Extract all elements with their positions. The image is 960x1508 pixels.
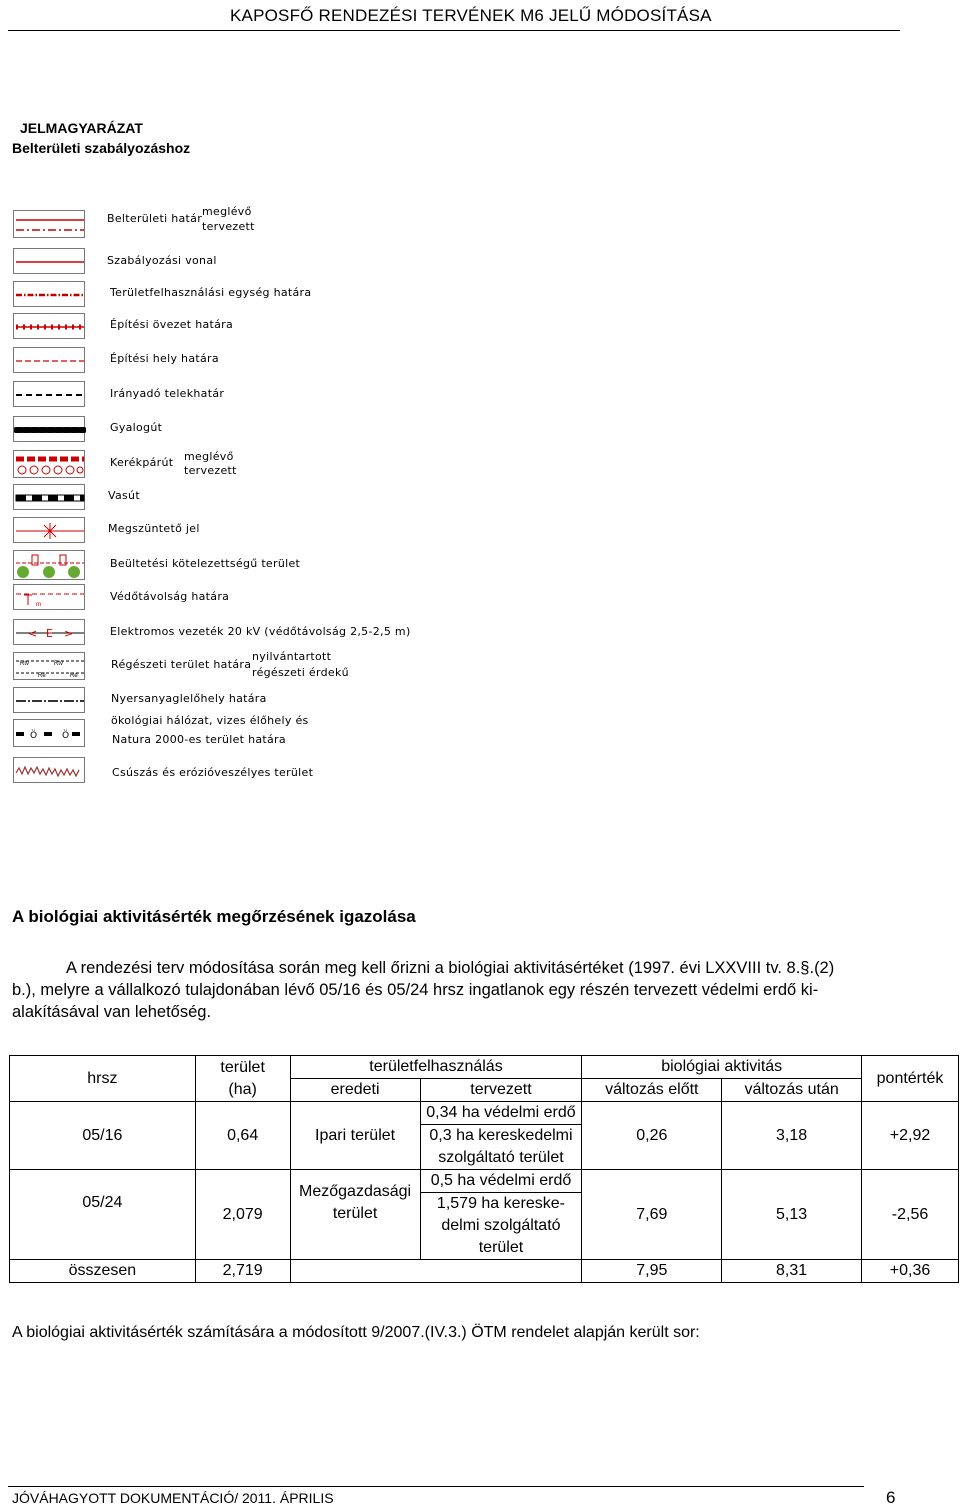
cell-terulet: 2,079 xyxy=(195,1170,290,1260)
legend-label-extra: meglévő xyxy=(184,450,234,463)
legend-label-extra: régészeti érdekű xyxy=(252,666,349,679)
header-terulet: terület (ha) xyxy=(195,1056,290,1102)
legend-symbol-szabalyozasi-vonal xyxy=(13,248,85,274)
legend-symbol-teruletfelhasznalasi-hatar xyxy=(13,281,85,307)
svg-text:>: > xyxy=(64,627,74,640)
cell-total-label: összesen xyxy=(10,1260,196,1283)
legend-label: Szabályozási vonal xyxy=(107,254,217,267)
header-hrsz: hrsz xyxy=(10,1056,196,1102)
cell-tervezett: terület xyxy=(420,1237,582,1260)
legend-subtitle: Belterületi szabályozáshoz xyxy=(12,140,191,156)
cell-elott: 0,26 xyxy=(582,1102,722,1170)
legend-label-extra: nyilvántartott xyxy=(252,650,332,663)
cell-total-pont: +0,36 xyxy=(862,1260,959,1283)
legend-label: Területfelhasználási egység határa xyxy=(110,286,312,299)
legend-label: Építési övezet határa xyxy=(110,318,234,331)
cell-pont: -2,56 xyxy=(862,1170,959,1260)
legend-symbol-csuszas-erozio xyxy=(13,757,85,783)
legend-symbol-gyalogut xyxy=(13,416,85,442)
page-number: 6 xyxy=(886,1488,896,1507)
svg-text:m: m xyxy=(36,602,41,608)
paragraph-line: alakításával van lehetőség. xyxy=(12,1003,212,1021)
legend-label-extra: meglévő xyxy=(202,205,252,218)
legend-symbol-epitesi-hely-hatar xyxy=(13,347,85,373)
svg-text:Ö: Ö xyxy=(30,731,38,741)
legend-symbol-megszunteto-jel xyxy=(13,517,85,543)
legend-symbol-regeszeti-terulet xyxy=(13,652,85,680)
legend-label-extra: tervezett xyxy=(184,464,237,477)
legend-label: Irányadó telekhatár xyxy=(110,387,225,400)
legend-label: ökológiai hálózat, vizes élőhely és xyxy=(111,714,309,727)
cell-pont: +2,92 xyxy=(862,1102,959,1170)
legend-title: JELMAGYARÁZAT xyxy=(20,120,143,136)
cell-tervezett: 1,579 ha kereske- xyxy=(420,1193,582,1216)
legend-label: Nyersanyaglelőhely határa xyxy=(111,692,267,705)
cell-total-elott: 7,95 xyxy=(582,1260,722,1283)
legend-label: Gyalogút xyxy=(110,421,163,434)
footer-doc-status: JÓVÁHAGYOTT DOKUMENTÁCIÓ/ 2011. ÁPRILIS xyxy=(12,1490,334,1506)
cell-tervezett: delmi szolgáltató xyxy=(420,1215,582,1237)
header-valtozas-elott: változás előtt xyxy=(582,1079,722,1102)
cell-utan: 5,13 xyxy=(722,1170,862,1260)
cell-utan: 3,18 xyxy=(722,1102,862,1170)
legend-symbol-elektromos-vezetek xyxy=(13,619,85,645)
bio-activity-table xyxy=(9,1055,959,1283)
cell-tervezett: 0,34 ha védelmi erdő xyxy=(420,1102,582,1125)
legend-symbol-beultetesi-terulet xyxy=(13,550,85,580)
section-paragraph xyxy=(12,957,952,1023)
legend-label: Belterületi határ xyxy=(107,212,203,225)
legend-label-extra: tervezett xyxy=(202,220,255,233)
cell-total-empty xyxy=(290,1260,582,1283)
legend-symbol-vasut xyxy=(13,484,85,510)
paragraph-line: A rendezési terv módosítása során meg kell őrizni a biológiai aktivitásértéket (1997. évi LXXVIII tv. 8.§.(2) xyxy=(66,959,835,977)
table-row xyxy=(10,1102,959,1125)
header-teruletfelhasznalas: területfelhasználás xyxy=(290,1056,582,1079)
legend-label: Védőtávolság határa xyxy=(110,590,230,603)
header-valtozas-utan: változás után xyxy=(722,1079,862,1102)
legend-symbol-nyersanyaglelohely xyxy=(13,687,85,713)
legend-symbol-epitesi-ovezet-hatar xyxy=(13,313,85,339)
cell-total-utan: 8,31 xyxy=(722,1260,862,1283)
legend-label: Régészeti terület határa xyxy=(111,658,252,671)
legend-symbol-kerekparut xyxy=(13,450,85,478)
legend-label: Beültetési kötelezettségű terület xyxy=(110,557,301,570)
cell-hrsz: 05/24 xyxy=(10,1170,196,1260)
legend-symbol-belteruleti-hatar xyxy=(13,210,85,238)
header-eredeti: eredeti xyxy=(290,1079,420,1102)
svg-text:Ö: Ö xyxy=(62,731,70,741)
legend-symbol-okologiai-halozat xyxy=(13,719,85,747)
cell-elott: 7,69 xyxy=(582,1170,722,1260)
cell-tervezett: 0,3 ha kereskedelmi xyxy=(420,1125,582,1148)
calculation-note: A biológiai aktivitásérték számítására a módosított 9/2007.(IV.3.) ÖTM rendelet alapján került sor: xyxy=(12,1324,700,1341)
legend-label: Megszüntető jel xyxy=(108,522,200,535)
svg-text:Rtv: Rtv xyxy=(20,661,29,667)
legend-label-extra: Natura 2000-es terület határa xyxy=(112,733,286,746)
legend-symbol-vedotavolsag xyxy=(13,584,85,610)
svg-text:Ré: Ré xyxy=(70,673,78,679)
section-title: A biológiai aktivitásérték megőrzésének igazolása xyxy=(12,907,416,926)
svg-text:Rtv: Rtv xyxy=(54,661,63,667)
svg-text:E: E xyxy=(46,627,53,640)
cell-total-terulet: 2,719 xyxy=(195,1260,290,1283)
header-rule xyxy=(8,30,900,31)
table-total-row xyxy=(10,1260,959,1283)
cell-terulet: 0,64 xyxy=(195,1102,290,1170)
cell-hrsz: 05/16 xyxy=(10,1102,196,1170)
svg-text:Ré: Ré xyxy=(38,673,46,679)
cell-eredeti: Ipari terület xyxy=(290,1102,420,1170)
legend-label: Vasút xyxy=(108,489,140,502)
legend-label: Elektromos vezeték 20 kV (védőtávolság 2,5-2,5 m) xyxy=(110,625,411,638)
svg-text:<: < xyxy=(28,627,38,640)
table-header-row xyxy=(10,1056,959,1079)
page-header-title: KAPOSFŐ RENDEZÉSI TERVÉNEK M6 JELŰ MÓDOSÍTÁSA xyxy=(230,6,712,25)
legend-symbol-iranyado-telekhatar xyxy=(13,381,85,407)
cell-tervezett: szolgáltató terület xyxy=(420,1147,582,1170)
header-tervezett: tervezett xyxy=(420,1079,582,1102)
cell-eredeti: Mezőgazdasági terület xyxy=(290,1170,420,1260)
paragraph-line: b.), melyre a vállalkozó tulajdonában lévő 05/16 és 05/24 hrsz ingatlanok egy részén tervezett védelmi erdő ki- xyxy=(12,981,819,999)
table-row xyxy=(10,1170,959,1193)
cell-tervezett: 0,5 ha védelmi erdő xyxy=(420,1170,582,1193)
header-biologiai-aktivitas: biológiai aktivitás xyxy=(582,1056,862,1079)
legend-label: Építési hely határa xyxy=(110,352,219,365)
legend-label: Csúszás és erózióveszélyes terület xyxy=(112,766,314,779)
footer-rule xyxy=(8,1486,864,1487)
header-pontertek: pontérték xyxy=(862,1056,959,1102)
legend-label: Kerékpárút xyxy=(110,456,174,469)
